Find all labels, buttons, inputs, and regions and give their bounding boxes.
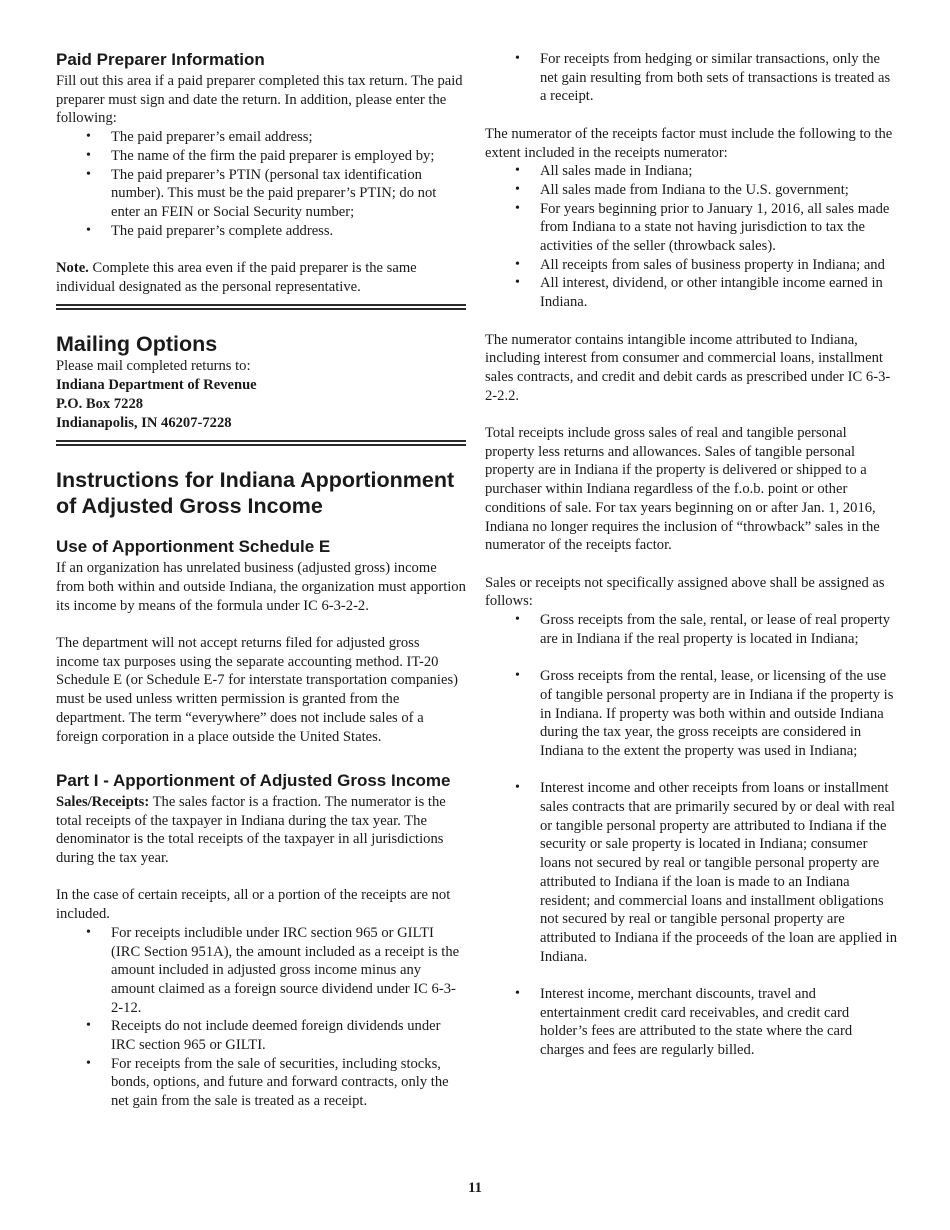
- note-label: Note.: [56, 260, 89, 277]
- list-item: • All sales made in Indiana;: [485, 162, 897, 181]
- address-line-2: P.O. Box 7228: [56, 395, 144, 412]
- schedule-e-paragraph-2: The department will not accept returns filed for adjusted gross income tax purposes using the separate accounting method. IT-20 Schedule E (or Schedule E-7 for interstate transportation companies) must be used unless written permission is granted from the department. The term “everywhere” does not include sales of a foreign corporation in a place outside the United States.: [56, 635, 459, 745]
- schedule-e-paragraph-1: If an organization has unrelated business (adjusted gross) income from both within and outside Indiana, the organization must apportion its income by means of the formula under IC 6-3-2-2.: [56, 560, 466, 614]
- list-item: • All interest, dividend, or other intangible income earned in Indiana.: [485, 274, 897, 311]
- list-item: • The paid preparer’s email address;: [56, 128, 466, 147]
- list-item: • For receipts from hedging or similar transactions, only the net gain resulting from both sets of transactions is treated as a receipt.: [485, 50, 897, 106]
- paid-preparer-list: [56, 128, 466, 240]
- mailing-intro: Please mail completed returns to:: [56, 358, 251, 375]
- instructions-heading: Instructions for Indiana Apportionment of Adjusted Gross Income: [56, 468, 455, 518]
- paid-preparer-intro: Fill out this area if a paid preparer completed this tax return. The paid preparer must sign and date the return. In addition, please enter the following:: [56, 73, 463, 127]
- sales-receipts-paragraph: [56, 793, 466, 868]
- page-number: 11: [468, 1180, 482, 1196]
- address-line-3: Indianapolis, IN 46207-7228: [56, 414, 232, 431]
- not-assigned-list: [485, 611, 897, 1060]
- list-item: • Gross receipts from the sale, rental, or lease of real property are in Indiana if the real property is located in Indiana;: [485, 611, 897, 648]
- total-receipts-paragraph: Total receipts include gross sales of real and tangible personal property less returns and allowances. Sales of tangible personal property are in Indiana if the property is delivered or shipped to a purchaser within Indiana regardless of the f.o.b. point or other conditions of sale. For tax years beginning on or after Jan. 1, 2016, Indiana no longer requires the inclusion of “throwback” sales in the numerator of the receipts factor.: [485, 425, 880, 554]
- list-item: • Receipts do not include deemed foreign dividends under IRC section 965 or GILTI.: [56, 1017, 466, 1054]
- certain-receipts-list-continued: [485, 50, 897, 106]
- list-item: • For years beginning prior to January 1, 2016, all sales made from Indiana to a state not having jurisdiction to tax the activities of the seller (throwback sales).: [485, 200, 897, 256]
- note-text: Complete this area even if the paid preparer is the same individual designated as the personal representative.: [56, 260, 417, 295]
- address-line-1: Indiana Department of Revenue: [56, 377, 257, 394]
- list-item: • The paid preparer’s complete address.: [56, 222, 466, 241]
- list-item: • The name of the firm the paid preparer is employed by;: [56, 147, 466, 166]
- paid-preparer-heading: Paid Preparer Information: [56, 50, 265, 69]
- paid-preparer-note: [56, 259, 466, 296]
- list-item: • The paid preparer’s PTIN (personal tax identification number). This must be the paid preparer’s PTIN; do not enter an FEIN or Social Security number;: [56, 166, 466, 222]
- schedule-e-heading: Use of Apportionment Schedule E: [56, 537, 331, 557]
- numerator-intro: The numerator of the receipts factor must include the following to the extent included in the receipts numerator:: [485, 125, 893, 161]
- list-item: • All sales made from Indiana to the U.S. government;: [485, 181, 897, 200]
- numerator-list: [485, 162, 897, 312]
- certain-receipts-paragraph: In the case of certain receipts, all or a portion of the receipts are not included.: [56, 887, 451, 923]
- part-1-heading: Part I - Apportionment of Adjusted Gross Income: [56, 770, 451, 790]
- left-column: [56, 50, 466, 1111]
- list-item: • Interest income, merchant discounts, travel and entertainment credit card receivables, and credit card holder’s fees are attributed to the state where the card charges and fees are regularly billed.: [485, 985, 897, 1060]
- certain-receipts-list: [56, 924, 466, 1111]
- list-item: • Gross receipts from the rental, lease, or licensing of the use of tangible personal property are in Indiana if the property is in Indiana. If property was both within and outside Indiana during the tax year, the gross receipts are considered in Indiana to the extent the property was used in Indiana;: [485, 667, 897, 761]
- not-assigned-intro: Sales or receipts not specifically assigned above shall be assigned as follows:: [485, 574, 885, 610]
- list-item: • For receipts from the sale of securities, including stocks, bonds, options, and future and forward contracts, only the net gain from the sale is treated as a receipt.: [56, 1055, 466, 1111]
- mailing-options-heading: Mailing Options: [56, 332, 218, 357]
- sales-label: Sales/Receipts:: [56, 793, 150, 810]
- sales-text: The sales factor is a fraction. The numerator is the total receipts of the taxpayer in Indiana during the tax year. The denominator is the total receipts of the taxpayer in all jurisdictions during the tax year.: [56, 793, 446, 867]
- list-item: • Interest income and other receipts from loans or installment sales contracts that are primarily secured by or deal with real or tangible personal property are attributed to Indiana if the security or sale property is located in Indiana; consumer loans not secured by real or tangible personal property are attributed to Indiana if the loan is made to an Indiana resident; and commercial loans and installment obligations not secured by real or tangible personal property are attributed to Indiana if the proceeds of the loan are applied in Indiana.: [485, 779, 897, 966]
- mailing-address: [56, 376, 466, 432]
- right-column: [485, 50, 897, 1060]
- list-item: • For receipts includible under IRC section 965 or GILTI (IRC Section 951A), the amount included as a receipt is the amount included in adjusted gross income minus any amount claimed as a foreign source dividend under IC 6-3-2-12.: [56, 924, 466, 1018]
- list-item: • All receipts from sales of business property in Indiana; and: [485, 256, 897, 275]
- numerator-paragraph: The numerator contains intangible income attributed to Indiana, including interest from consumer and commercial loans, installment sales contracts, and credit and debit cards as prescribed under IC 6-3-2-2.2.: [485, 331, 891, 404]
